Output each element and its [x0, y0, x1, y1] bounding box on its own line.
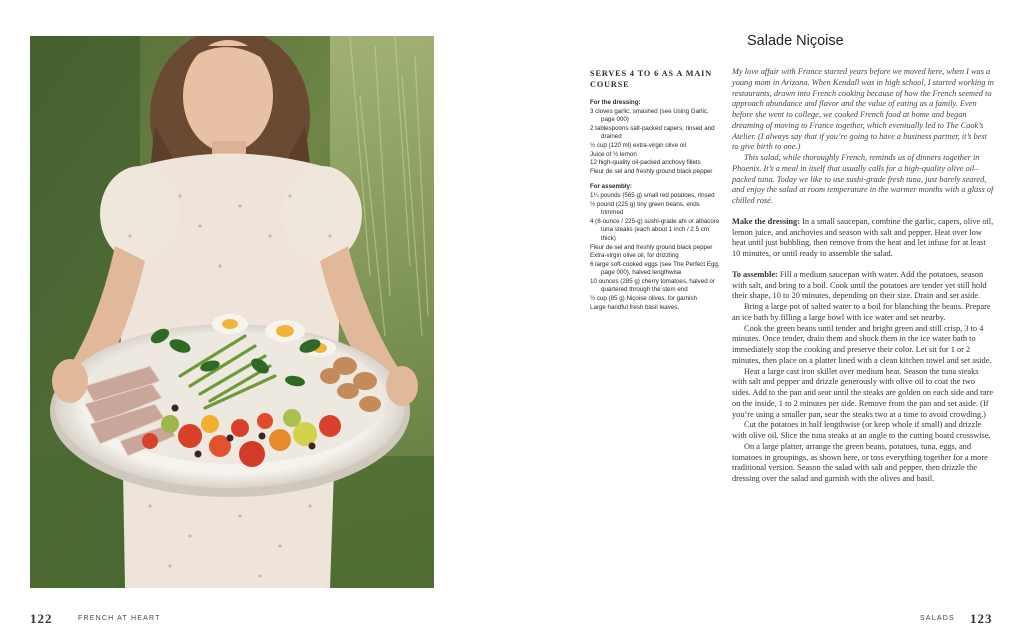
- step-text: In a small saucepan, combine the garlic, capers, olive oil, lemon juice, and anchovies and season with salt and pepper. Heat over low heat until just bubbling, then remove from the heat and let infuse for at least 10 minutes, or until ready to assemble the salad.: [732, 216, 994, 258]
- assemble-step: [732, 270, 994, 302]
- dressing-step: [732, 217, 994, 260]
- ingredient-item: ½ cup (120 ml) extra-virgin olive oil: [590, 141, 686, 149]
- method-paragraph: Bring a large pot of salted water to a boil for blanching the beans. Prepare an ice bath by filling a large bowl with ice water and set nearby.: [732, 302, 991, 322]
- method-paragraph: Cook the green beans until tender and bright green and still crisp, 3 to 4 minutes. Once tender, drain them and shock them in the ice water bath to immediately stop the cooking and preserve their color. Let sit for 1 or 2 minutes, then place on a platter lined with a clean kitchen towel and set aside.: [732, 323, 992, 365]
- step-lead: To assemble:: [732, 269, 778, 279]
- method-paragraph: Heat a large cast iron skillet over medium heat. Season the tuna steaks with salt and pepper and drizzle generously with olive oil to coat the two sides. Add to the pan and sear until the steaks are golden on each side and rare on the inside, 1 to 2 minutes per side. Remove from the pan and set aside. (If you’re using a smaller pan, sear the steaks two at a time to avoid crowding.): [732, 366, 994, 419]
- ingredient-item: Large handful fresh basil leaves,: [590, 303, 680, 311]
- assembly-list: [590, 192, 720, 312]
- ingredient-item: 1¼ pounds (565 g) small red potatoes, rinsed: [590, 191, 715, 199]
- method-paragraph: On a large platter, arrange the green beans, potatoes, tuna, eggs, and tomatoes in groupings, as shown here, or toss everything together for a more traditional version. Season the salad with salt and pepper, then drizzle the dressing over the salad and garnish with the olives and basil.: [732, 441, 988, 483]
- ingredient-item: 4 (8-ounce / 225-g) sushi-grade ahi or albacore tuna steaks (each about 1 inch / 2.5 cm thick): [590, 217, 720, 242]
- intro-paragraph: This salad, while thoroughly French, reminds us of dinners together in Phoenix. It’s a meal in itself that usually calls for a high-quality olive oil–packed tuna. Today we like to use sushi-grade fresh tuna, just barely seared, and enjoy the salad at room temperature in the warmer months with a glass of chilled rosé.: [732, 153, 994, 205]
- ingredients-column: [590, 68, 720, 319]
- running-head-right: SALADS: [920, 615, 955, 622]
- ingredient-item: ½ cup (85 g) Niçoise olives, for garnish: [590, 295, 697, 303]
- ingredient-item: 2 tablespoons salt-packed capers, rinsed and drained: [590, 124, 715, 141]
- step-lead: Make the dressing:: [732, 216, 800, 226]
- serves-heading: SERVES 4 TO 6 AS A MAIN COURSE: [590, 69, 713, 89]
- recipe-body: [732, 67, 994, 485]
- ingredient-item: 3 cloves garlic, smashed (see Using Garlic, page 000): [590, 107, 709, 124]
- intro-paragraph: My love affair with France started years before we moved here, when I was a young mom in Arizona. When Kendall was in high school, I started working in restaurants, drawn into French cooking because of how the French seemed to approach abundance and flavor and the value of eating as a family. Even before she went to college, we cooked French food at home and began dreaming of moving to France together, which eventually led to The Cook’s Atelier. (I always say that if you’re going to have a business partner, it’s best to give birth to one.): [732, 67, 994, 152]
- ingredient-item: 12 high-quality oil-packed anchovy fillets: [590, 159, 701, 167]
- step-text: Fill a medium saucepan with water. Add the potatoes, season with salt, and bring to a boil. Cook until the potatoes are tender yet still hold their shape, 10 to 20 minutes, depending on their size. Drain and set aside.: [732, 269, 987, 301]
- dressing-ingredients: [590, 99, 720, 176]
- method-paragraph: Cut the potatoes in half lengthwise (or keep whole if small) and drizzle with olive oil. Slice the tuna steaks at an angle to the cutting board crosswise.: [732, 420, 991, 440]
- page-number-right: 123: [970, 611, 993, 626]
- page-number-left: 122: [30, 611, 53, 626]
- dressing-list: [590, 108, 720, 177]
- ingredient-item: Fleur de sel and freshly ground black pepper: [590, 243, 713, 251]
- ingredient-item: 6 large soft-cooked eggs (see The Perfect Egg, page 000), halved lengthwise: [590, 260, 720, 277]
- ingredient-item: 10 ounces (285 g) cherry tomatoes, halved or quartered through the stem end: [590, 277, 715, 294]
- ingredient-item: Fleur de sel and freshly ground black pepper: [590, 167, 713, 175]
- dressing-heading: For the dressing:: [590, 99, 641, 106]
- ingredient-item: Juice of ½ lemon: [590, 150, 637, 158]
- ingredient-item: ½ pound (225 g) tiny green beans, ends trimmed: [590, 200, 700, 217]
- assembly-heading: For assembly:: [590, 183, 632, 191]
- salad-photo: [30, 36, 434, 588]
- girl-holding-salad-platter-image: [30, 36, 434, 588]
- assembly-ingredients: [590, 183, 720, 312]
- recipe-title: Salade Niçoise: [747, 33, 844, 49]
- ingredient-item: Extra-virgin olive oil, for drizzling: [590, 252, 679, 260]
- running-head-left: FRENCH AT HEART: [78, 615, 161, 622]
